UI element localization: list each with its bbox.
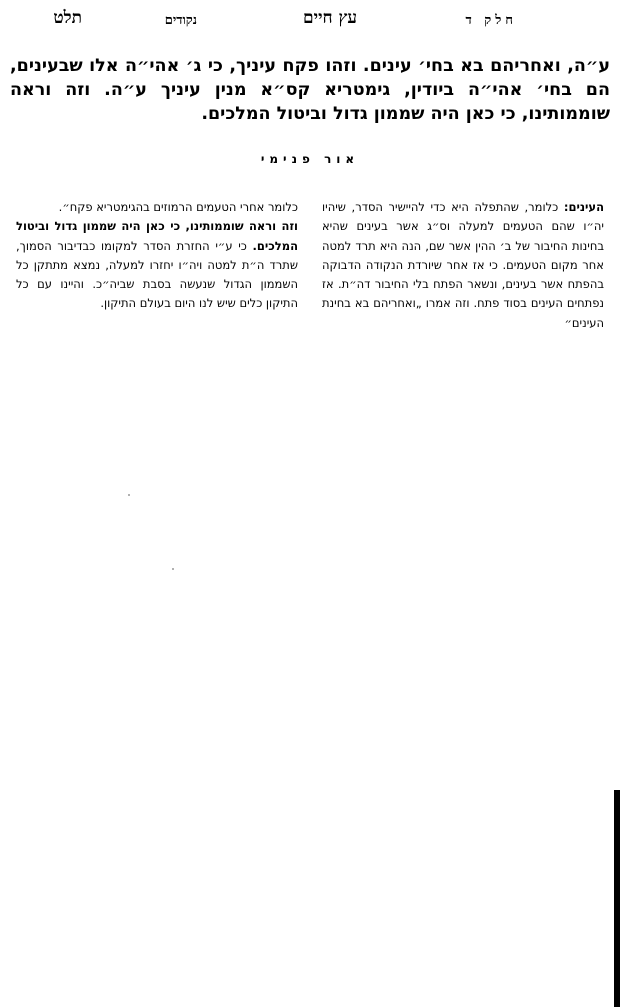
main-text-paragraph: ע״ה, ואחריהם בא בחי׳ עינים. וזהו פקח עיניך, כי ג׳ אהי״ה אלו שבעינים, הם בחי׳ אהי״ה ביודין, גימטריא קס״א מנין עיניך ע״ה. וזה וראה שוממותינו, כי כאן היה שממון גדול וביטול המלכים. [10,56,610,124]
left-column-paragraph-2 [16,217,298,313]
header-subtitle: נקודים [164,13,197,28]
header-section: חלק ד [465,13,517,28]
scan-speck [172,568,174,570]
section-heading: אור פנימי [260,152,360,166]
scan-speck [128,494,130,496]
commentary-right-column [322,198,604,333]
left-column-paragraph-1: כלומר אחרי הטעמים הרמוזים בהגימטריא פקח״. [58,200,298,214]
paragraph-text: כי ע״י החזרת הסדר למקומו כבדיבור הסמוך, שתרד ה״ת למטה ויה״ו יחזרו למעלה, נמצא מתתקן כל השממון הגדול שנעשה בסבת שביה״כ. והיינו עם כל התיקון כלים שיש לנו היום בעולם התיקון. [16,238,298,311]
paragraph-lead-word: העינים: [563,200,604,214]
paragraph-lead-phrase: וזה וראה שוממותינו, כי כאן היה שממון גדול וביטול המלכים. [16,219,298,253]
paragraph-text: כלומר, שהתפלה היא כדי להיישיר הסדר, שיהיו יה״ו שהם הטעמים למעלה וס״ג אשר בעינים שהיא בחינות החיבור של ב׳ ההין אשר שם, הנה היא תרד למטה אחר מקום הטעמים. כי אז אחר שיורדת הנקודה הדבוקה בהפתח אשר בעינים, ונשאר הפתח בלי החיבור דה״ת. אז נפתחים העינים בסוד פתח. וזה אמרו „ואחריהם בא בחינת העינים״ [322,200,604,330]
running-header [8,6,612,32]
header-book-title: עץ חיים [303,8,357,28]
commentary-left-column [16,198,298,314]
page-number: תלט [53,8,82,28]
page-binding-edge [614,790,620,1007]
right-column-paragraph [322,198,604,333]
